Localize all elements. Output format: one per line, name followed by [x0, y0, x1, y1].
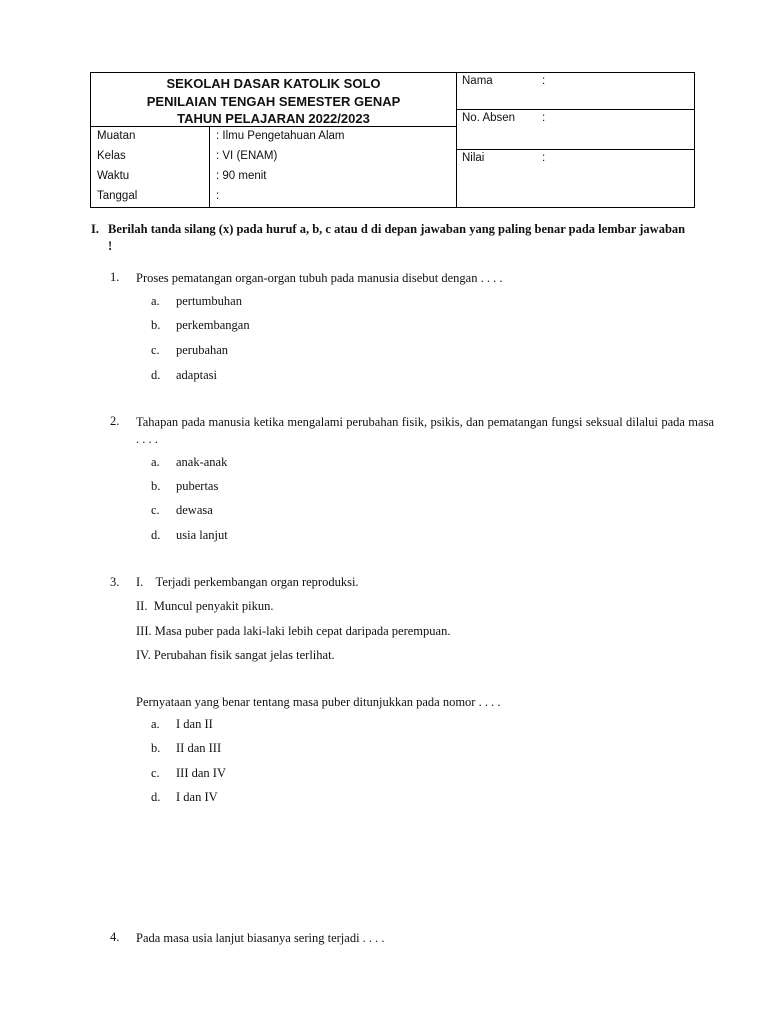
info-value: : 90 menit [216, 170, 267, 182]
header-left-panel [91, 73, 457, 207]
option-text: pertumbuhan [176, 294, 242, 308]
absen-field[interactable] [456, 110, 694, 149]
question-number: 4. [110, 930, 120, 944]
school-name: SEKOLAH DASAR KATOLIK SOLO [166, 76, 381, 91]
info-label: Waktu [97, 170, 130, 182]
statement-item: IV. Perubahan fisik sangat jelas terlihat. [136, 648, 335, 662]
question-number: 3. [110, 575, 120, 589]
option-letter[interactable]: c. [151, 503, 160, 517]
nilai-label: Nilai [462, 152, 485, 164]
nama-field[interactable] [456, 73, 694, 109]
statement-item: III. Masa puber pada laki-laki lebih cepat daripada perempuan. [136, 624, 451, 638]
nilai-field[interactable] [456, 150, 694, 207]
option-text: dewasa [176, 503, 213, 517]
option-letter[interactable]: d. [151, 528, 161, 542]
question-text: Tahapan pada manusia ketika mengalami perubahan fisik, psikis, dan pematangan fungsi seksual dilalui pada masa . . . . [136, 415, 714, 446]
absen-colon: : [542, 112, 546, 124]
option-text: II dan III [176, 741, 222, 755]
academic-year: TAHUN PELAJARAN 2022/2023 [177, 111, 370, 126]
option-letter[interactable]: b. [151, 741, 161, 755]
option-letter[interactable]: a. [151, 455, 160, 469]
info-value: : [216, 190, 220, 202]
option-letter[interactable]: a. [151, 294, 160, 308]
nilai-colon: : [542, 152, 546, 164]
info-value: : Ilmu Pengetahuan Alam [216, 130, 345, 142]
question-text: Pernyataan yang benar tentang masa puber ditunjukkan pada nomor . . . . [136, 695, 501, 709]
info-row-muatan [91, 127, 456, 147]
option-text: anak-anak [176, 455, 228, 469]
instruction-text: Berilah tanda silang (x) pada huruf a, b, c atau d di depan jawaban yang paling benar pada lembar jawaban ! [108, 222, 686, 253]
option-letter[interactable]: b. [151, 318, 161, 332]
info-row-kelas [91, 147, 456, 167]
option-text: I dan IV [176, 790, 218, 804]
statement-item: I. Terjadi perkembangan organ reproduksi. [136, 575, 359, 589]
info-row-waktu [91, 167, 456, 187]
option-text: III dan IV [176, 766, 226, 780]
school-title-block [91, 73, 456, 127]
question-number: 2. [110, 414, 120, 428]
option-letter[interactable]: c. [151, 343, 160, 357]
exam-name: PENILAIAN TENGAH SEMESTER GENAP [146, 93, 401, 109]
option-letter[interactable]: b. [151, 479, 161, 493]
nama-label: Nama [462, 75, 493, 87]
info-label: Tanggal [97, 190, 138, 202]
statement-item: II. Muncul penyakit pikun. [136, 599, 274, 613]
exam-header-table [90, 72, 695, 208]
info-label: Muatan [97, 130, 136, 142]
option-text: adaptasi [176, 368, 217, 382]
info-value: : VI (ENAM) [216, 150, 278, 162]
header-right-panel [456, 73, 694, 207]
nama-colon: : [542, 75, 546, 87]
option-letter[interactable]: a. [151, 717, 160, 731]
option-text: perubahan [176, 343, 229, 357]
option-letter[interactable]: d. [151, 790, 161, 804]
option-text: I dan II [176, 717, 213, 731]
absen-label: No. Absen [462, 112, 516, 124]
option-text: perkembangan [176, 318, 250, 332]
section-number: I. [91, 222, 99, 236]
option-letter[interactable]: d. [151, 368, 161, 382]
option-text: pubertas [176, 479, 219, 493]
info-row-tanggal [91, 187, 456, 207]
question-text: Pada masa usia lanjut biasanya sering terjadi . . . . [136, 931, 385, 945]
info-label: Kelas [97, 150, 126, 162]
question-number: 1. [110, 270, 120, 284]
question-text: Proses pematangan organ-organ tubuh pada manusia disebut dengan . . . . [136, 271, 503, 285]
exam-info-block [91, 127, 456, 207]
option-letter[interactable]: c. [151, 766, 160, 780]
option-text: usia lanjut [176, 528, 228, 542]
